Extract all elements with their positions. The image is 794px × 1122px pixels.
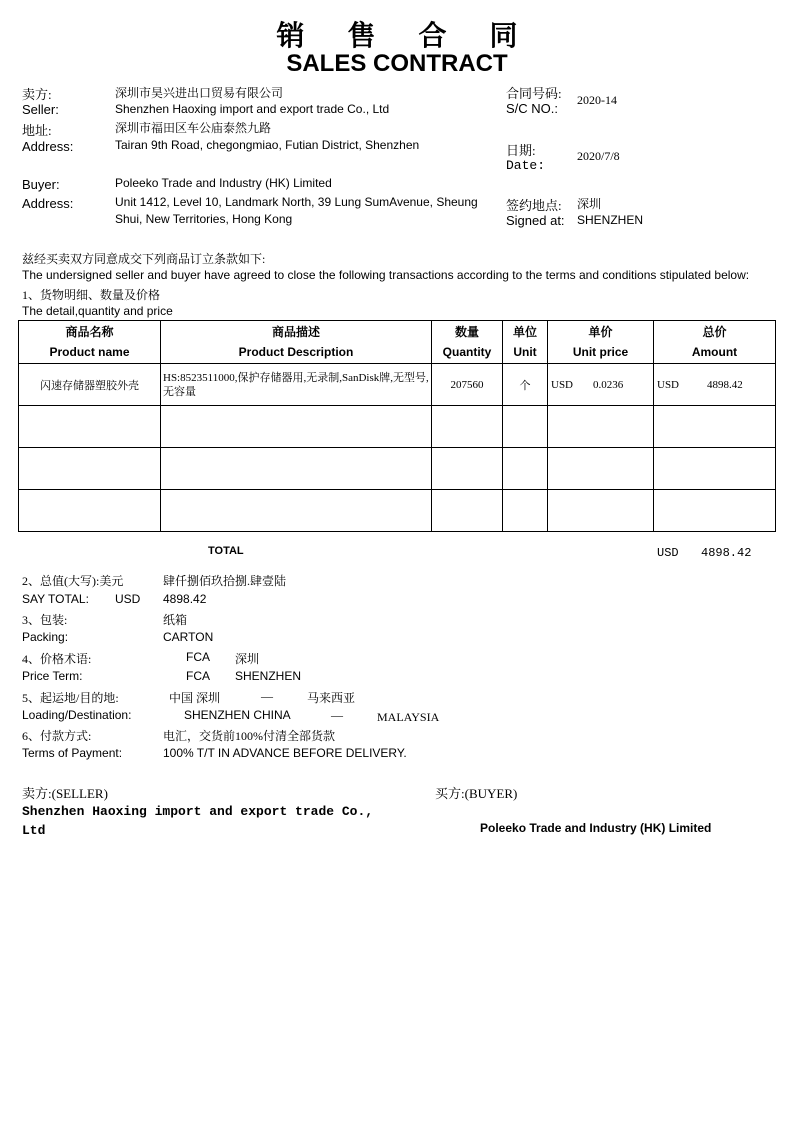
price-en-place: SHENZHEN: [235, 669, 302, 683]
date-value: 2020/7/8: [577, 149, 620, 163]
buyer-address-line1: Unit 1412, Level 10, Landmark North, 39 Lung SumAvenue, Sheung: [115, 195, 478, 209]
seller-address-label-cn: 地址:: [22, 123, 52, 138]
payment-en-label: Terms of Payment:: [22, 746, 123, 760]
date-label-en: Date:: [506, 158, 546, 173]
intro-cn: 兹经买卖双方同意成交下列商品订立条款如下:: [22, 252, 266, 266]
cell-amount: USD 4898.42: [654, 364, 776, 406]
cell-unit: 个: [503, 364, 548, 406]
price-cn-place: 深圳: [235, 652, 260, 666]
title-english: SALES CONTRACT: [286, 50, 508, 77]
buyer-address-line2: Shui, New Territories, Hong Kong: [115, 212, 293, 226]
seller-address-en: Tairan 9th Road, chegongmiao, Futian District, Shenzhen: [115, 138, 420, 152]
seller-address-label-en: Address:: [22, 139, 74, 154]
total-value: 4898.42: [701, 546, 752, 560]
cell-product-name: 闪速存储器塑胶外壳: [19, 364, 161, 406]
table-header-row: [19, 321, 776, 364]
total-label: TOTAL: [208, 545, 244, 557]
sc-no-label-cn: 合同号码:: [506, 86, 562, 101]
cell-unit-price: USD 0.0236: [548, 364, 654, 406]
signed-place-en: SHENZHEN: [577, 213, 644, 227]
loading-cn-from: 中国 深圳: [169, 691, 221, 705]
loading-cn-label: 5、起运地/目的地:: [22, 691, 119, 705]
seller-signature-name-line1: Shenzhen Haoxing import and export trade Co.,: [22, 804, 374, 819]
seller-signature-name-line2: Ltd: [22, 823, 46, 838]
packing-cn-label: 3、包装:: [22, 613, 68, 627]
section1-en: The detail,quantity and price: [22, 304, 173, 318]
seller-signature-label: 卖方:(SELLER): [22, 786, 108, 801]
cell-quantity: 207560: [432, 364, 503, 406]
title-chinese: 销 售 合 同: [276, 21, 536, 52]
seller-label-en: Seller:: [22, 102, 59, 117]
seller-label-cn: 卖方:: [22, 87, 52, 102]
say-total-label: SAY TOTAL:: [22, 592, 89, 606]
payment-cn-value: 电汇，交货前100%付清全部货款: [163, 729, 335, 743]
seller-address-cn: 深圳市福田区车公庙泰然九路: [115, 121, 272, 135]
buyer-name: Poleeko Trade and Industry (HK) Limited: [115, 176, 332, 190]
table-row-empty: [19, 490, 776, 532]
seller-name-en: Shenzhen Haoxing import and export trade Co., Ltd: [115, 102, 390, 116]
col-product-description: 商品描述 Product Description: [161, 321, 432, 364]
sc-no-value: 2020-14: [577, 93, 617, 107]
buyer-signature-label: 买方:(BUYER): [435, 786, 518, 801]
sc-no-label-en: S/C NO.:: [506, 101, 559, 116]
loading-en-to: MALAYSIA: [377, 710, 440, 724]
packing-en-label: Packing:: [22, 630, 69, 644]
loading-dash-cn: —: [261, 689, 273, 703]
signed-place-cn: 深圳: [577, 197, 602, 211]
total-cn-value: 肆仟捌佰玖拾捌.肆壹陆: [163, 574, 287, 588]
say-total-currency: USD: [115, 592, 141, 606]
loading-en-label: Loading/Destination:: [22, 708, 132, 722]
buyer-address-label: Address:: [22, 196, 74, 211]
table-row-empty: [19, 448, 776, 490]
loading-en-from: SHENZHEN CHINA: [184, 708, 291, 722]
price-en-term: FCA: [186, 669, 210, 683]
total-cn-label: 2、总值(大写):美元: [22, 574, 124, 588]
seller-name-cn: 深圳市昊兴进出口贸易有限公司: [115, 86, 284, 100]
price-cn-term: FCA: [186, 650, 210, 664]
col-amount: 总价 Amount: [654, 321, 776, 364]
date-label-cn: 日期:: [506, 143, 536, 158]
payment-en-value: 100% T/T IN ADVANCE BEFORE DELIVERY.: [163, 746, 407, 760]
payment-cn-label: 6、付款方式:: [22, 729, 92, 743]
section1-cn: 1、货物明细、数量及价格: [22, 288, 161, 302]
goods-table: [18, 320, 776, 532]
packing-cn-value: 纸箱: [163, 613, 188, 627]
price-en-label: Price Term:: [22, 669, 83, 683]
table-row-empty: [19, 406, 776, 448]
signed-label-cn: 签约地点:: [506, 198, 562, 213]
say-total-value: 4898.42: [163, 592, 207, 606]
signed-label-en: Signed at:: [506, 213, 565, 228]
buyer-signature-name: Poleeko Trade and Industry (HK) Limited: [480, 821, 712, 835]
loading-dash-en: —: [331, 708, 343, 722]
table-row: [19, 364, 776, 406]
intro-en: The undersigned seller and buyer have agreed to close the following transactions according to the terms and conditions stipulated below:: [22, 268, 750, 282]
col-quantity: 数量 Quantity: [432, 321, 503, 364]
total-currency: USD: [657, 546, 679, 560]
col-unit: 单位 Unit: [503, 321, 548, 364]
packing-en-value: CARTON: [163, 630, 214, 644]
price-cn-label: 4、价格术语:: [22, 652, 92, 666]
buyer-label: Buyer:: [22, 177, 60, 192]
col-unit-price: 单价 Unit price: [548, 321, 654, 364]
loading-cn-to: 马来西亚: [307, 691, 356, 705]
cell-product-description: HS:8523511000,保护存储器用,无录制,SanDisk牌,无型号,无容量: [161, 364, 432, 406]
col-product-name: 商品名称 Product name: [19, 321, 161, 364]
